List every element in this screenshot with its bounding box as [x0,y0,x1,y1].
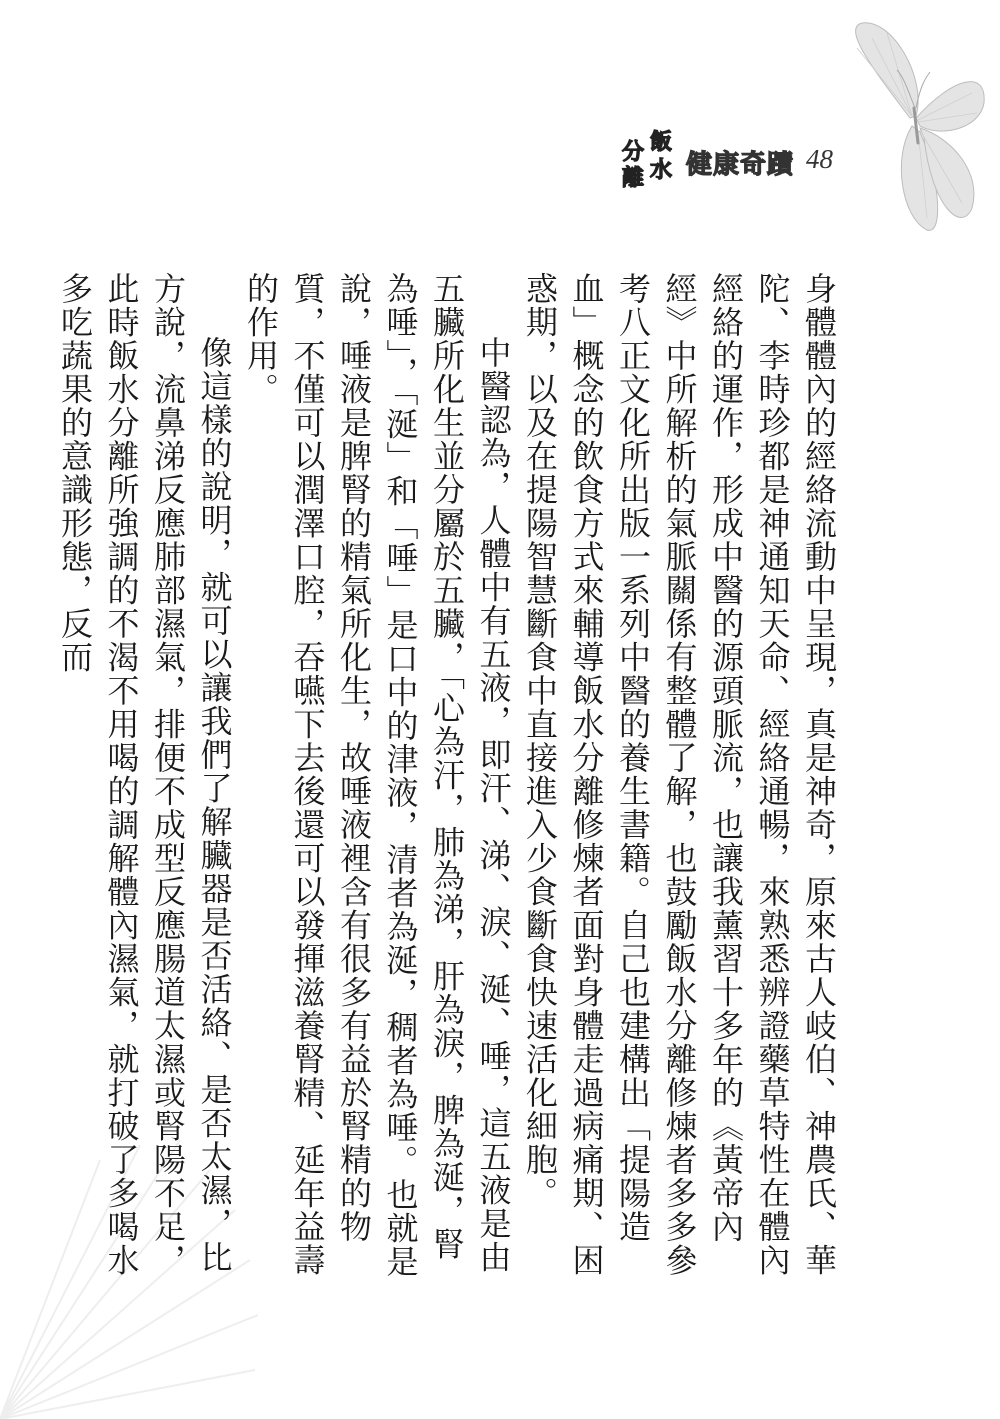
logo-char: 離 [621,166,644,191]
logo-char: 分 [621,140,644,165]
logo-char: 水 [649,158,672,183]
paragraph: 像這樣的說明，就可以讓我們了解臟器是否活絡、是否太濕，比方說，流鼻涕反應肺部濕氣，排便不成型反應腸道太濕或腎陽不足，此時飯水分離所強調的不渴不用喝的調解體內濕氣，就打破了多喝水多吃蔬果的意識形態，反而 [56,272,234,1277]
book-logo [618,130,678,191]
page-number: 48 [806,144,833,174]
book-subtitle: 健康奇蹟 [686,150,795,180]
paragraph: 身體體內的經絡流動中呈現，真是神奇，原來古人岐伯、神農氏、華陀、李時珍都是神通知天命、經絡通暢，來熟悉辨證藥草特性在體內經絡的運作，形成中醫的源頭脈流，也讓我薰習十多年的《黃帝內經》中所解析的氣脈關係有整體了解，也鼓勵飯水分離修煉者多多參考八正文化所出版一系列中醫的養生書籍。自己也建構出「提陽造血」概念的飲食方式來輔導飯水分離修煉者面對身體走過病痛期、困惑期，以及在提陽智慧斷食中直接進入少食斷食快速活化細胞。 [521,272,838,1277]
body-text [56,272,842,1292]
logo-char: 飯 [649,130,672,155]
paragraph: 中醫認為，人體中有五液，即汗、涕、淚、涎、唾，這五液是由五臟所化生並分屬於五臟，「心為汗，肺為涕，肝為淚，脾為涎，腎為唾」，「涎」和「唾」是口中的津液，清者為涎，稠者為唾。也就是說，唾液是脾腎的精氣所化生，故唾液裡含有很多有益於腎精的物質，不僅可以潤澤口腔，吞嚥下去後還可以發揮滋養腎精、延年益壽的作用。 [242,272,513,1279]
butterfly-illustration [832,8,992,238]
